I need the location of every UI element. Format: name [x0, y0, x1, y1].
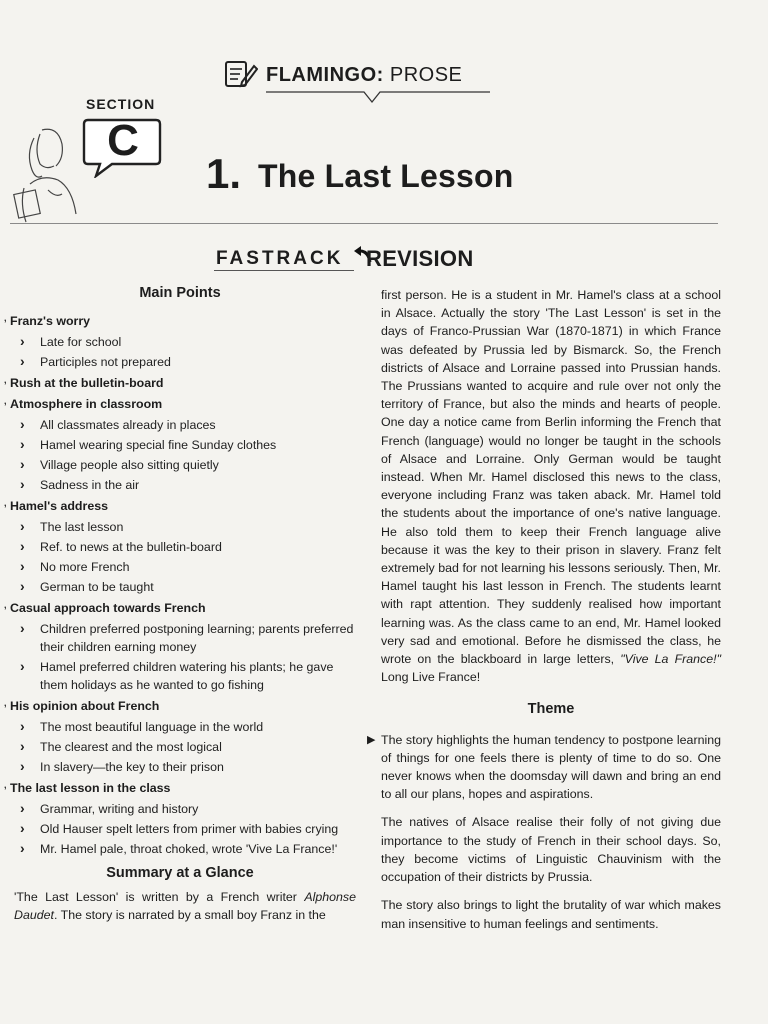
- chapter-title: The Last Lesson: [258, 158, 514, 194]
- revision-label: REVISION: [366, 246, 474, 271]
- point-item: › Participles not prepared: [20, 353, 356, 371]
- point-item: › The most beautiful language in the world: [20, 718, 356, 736]
- fastrack-label: FASTRACK: [216, 248, 344, 269]
- triangle-bullet-icon: ▶: [367, 733, 376, 746]
- point-group-title: , Hamel's address: [4, 497, 356, 515]
- section-label: SECTION: [86, 96, 156, 112]
- point-group-list: [4, 718, 356, 776]
- point-group-title: , Atmosphere in classroom: [4, 395, 356, 413]
- book-brand: FLAMINGO:: [266, 64, 384, 86]
- point-item: › The last lesson: [20, 518, 356, 536]
- point-group-title: , Rush at the bulletin-board: [4, 374, 356, 392]
- point-item: › German to be taught: [20, 578, 356, 596]
- book-part: PROSE: [389, 64, 463, 86]
- point-item: › Children preferred postponing learning; parents preferred their children earning money: [20, 620, 356, 656]
- notepad-pencil-icon: [222, 56, 258, 92]
- point-item: › No more French: [20, 558, 356, 576]
- point-group-title: , The last lesson in the class: [4, 779, 356, 797]
- summary-continued: [381, 286, 721, 686]
- theme-paragraph-1: The story highlights the human tendency to postpone learning of things for one feels there is plenty of time to do so. One never knows when the doomsday will dawn and bring an end to all our plans, hopes and aspirations.: [381, 732, 721, 802]
- summary-intro-a: 'The Last Lesson' is written by a French writer: [14, 890, 305, 904]
- theme-paragraph-2: The natives of Alsace realise their folly of not giving due importance to the study of French in their school days. So, they become victims of Linguistic Chauvinism with the occupation of their districts by Prussia.: [381, 815, 721, 885]
- theme-paragraph-3: The story also brings to light the brutality of war which makes man insensitive to human feelings and sentiments.: [381, 898, 721, 931]
- point-group-list: [4, 800, 356, 858]
- point-item: › Ref. to news at the bulletin-board: [20, 538, 356, 556]
- point-item: › Late for school: [20, 333, 356, 351]
- fastrack-underline: [214, 270, 354, 271]
- left-column: [4, 284, 356, 934]
- summary-intro: [4, 888, 356, 924]
- point-item: › The clearest and the most logical: [20, 738, 356, 756]
- point-item: › Old Hauser spelt letters from primer with babies crying: [20, 820, 356, 838]
- section-letter: C: [107, 116, 139, 165]
- point-group-title: , Franz's worry: [4, 312, 356, 330]
- summary-intro-b: . The story is narrated by a small boy Franz in the: [53, 908, 326, 922]
- author-name: Alphonse Daudet: [14, 890, 356, 922]
- summary-continued-a: first person. He is a student in Mr. Hamel's class at a school in Alsace. Actually the story 'The Last Lesson' is set in the days of Franco-Prussian War (1870-1871) in which France was defeated by Prussia led by Bismarck. So, the French districts of Alsace and Lorraine passed into Prussian hands. The Prussians wanted to acquire and rule over not only the territory of France, but also the minds and hearts of people. One day a notice came from Berlin informing the French that French (language) would no longer be taught in the schools of Alsace and Lorraine. Only German would be taught instead. When Mr. Hamel disclosed this news to the class, everyone including Franz was taken aback. Mr. Hamel told the students about the importance of one's native language. He also told them to keep their French language alive because it was the key to their prison in slavery. Franz felt extremely bad for not learning his lessons seriously. Then, Mr. Hamel taught his last lesson in French. The students learnt with rapt attention. They suddenly realised how important learning was. As the class came to an end, Mr. Hamel looked very sad and emotional. Before he dismissed the class, he wrote on the blackboard in large letters,: [381, 288, 721, 667]
- header-underline: [264, 90, 492, 106]
- point-group-list: [4, 333, 356, 371]
- point-group-list: [4, 416, 356, 494]
- point-group-title: , His opinion about French: [4, 697, 356, 715]
- main-points-heading: Main Points: [139, 285, 221, 301]
- book-header: [266, 64, 462, 87]
- student-illustration: [12, 124, 86, 224]
- point-item: › Hamel wearing special fine Sunday clothes: [20, 436, 356, 454]
- theme-heading: Theme: [527, 701, 575, 718]
- point-item: › Grammar, writing and history: [20, 800, 356, 818]
- vive-la-france: "Vive La France!": [620, 652, 721, 667]
- point-group-title: , Casual approach towards French: [4, 599, 356, 617]
- point-item: › Sadness in the air: [20, 476, 356, 494]
- point-item: › Village people also sitting quietly: [20, 456, 356, 474]
- point-group-list: [4, 620, 356, 694]
- chapter-number: 1.: [206, 150, 242, 197]
- header-divider: [10, 223, 718, 224]
- summary-heading: Summary at a Glance: [106, 865, 254, 881]
- point-item: › Mr. Hamel pale, throat choked, wrote 'Vive La France!': [20, 840, 356, 858]
- summary-continued-b: Long Live France!: [381, 670, 481, 685]
- main-points-list: [4, 312, 356, 858]
- theme-paragraph: [367, 731, 721, 804]
- right-column: [367, 286, 721, 943]
- point-item: › In slavery—the key to their prison: [20, 758, 356, 776]
- point-item: › Hamel preferred children watering his plants; he gave them holidays as he wanted to go fishing: [20, 658, 356, 694]
- point-group-list: [4, 518, 356, 596]
- point-item: › All classmates already in places: [20, 416, 356, 434]
